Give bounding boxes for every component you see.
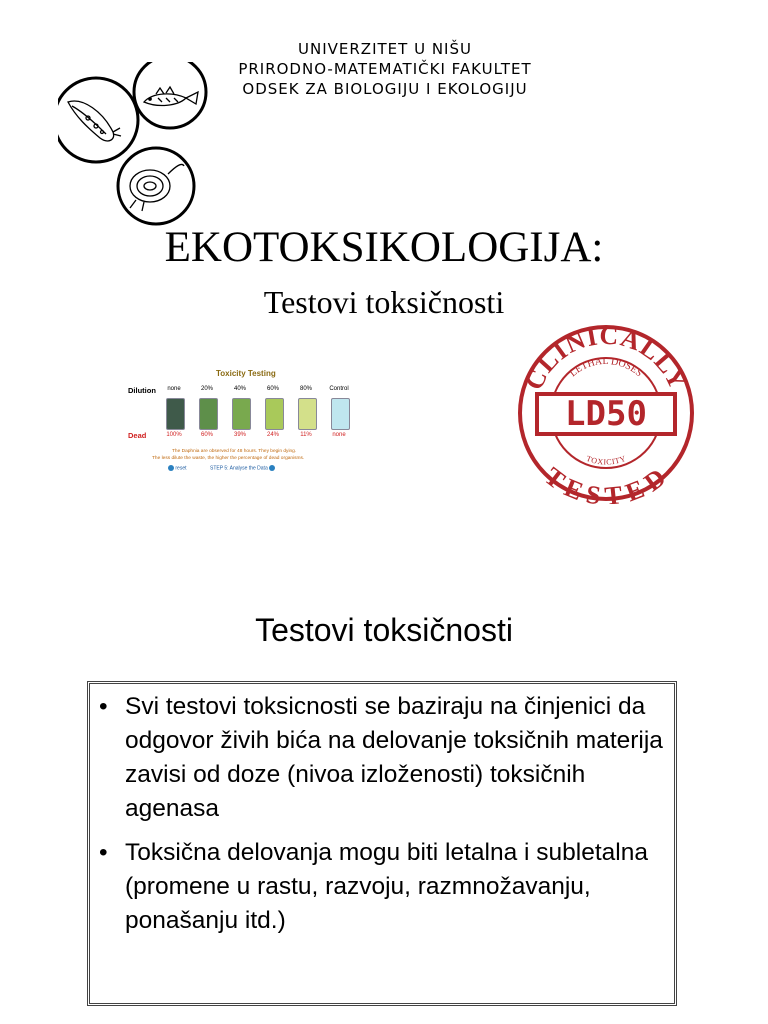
protozoa-drawing [68,101,121,141]
dead-label: Dead [128,431,147,440]
slide2-title: Testovi toksičnosti [255,612,513,648]
reset-icon [168,465,174,471]
beaker [199,398,218,430]
main-title: EKOTOKSIKOLOGIJA: [164,224,604,271]
beaker [331,398,350,430]
rotifer-drawing [130,164,184,211]
beaker [298,398,317,430]
bullet-item-2: • Toksična delovanja mogu biti letalna i subletalna (promene u rastu, razvoju, razmnožavanju, ponašanju itd.) [94,836,674,938]
dead-value: 60% [200,432,213,438]
dilution-value: Control [329,386,349,392]
step-label: STEP 5: Analyse the Data [210,465,268,472]
figure-caption-2: The less dilute the waste, the higher the percentage of dead organisms. [152,456,305,461]
bullet-box [87,681,677,1006]
next-arrow-icon [269,465,275,471]
step-button[interactable] [210,465,275,471]
dead-value: none [332,432,346,438]
figure-caption-1: The Daphnia are observed for 48 hours. They begin dying. [172,449,297,454]
toxicity-testing-figure [120,365,365,485]
beaker [232,398,251,430]
dilution-value: 80% [299,386,312,392]
bullet-item-1: • Svi testovi toksicnosti se baziraju na činjenici da odgovor živih bića na delovanje toksičnih materija zavisi od doze (nivoa izloženosti) toksičnih agenasa [94,690,674,826]
stamp-top-text: CLINICALLY [518,322,694,395]
dilution-label: Dilution [128,386,156,395]
dead-value: 100% [166,432,182,438]
bullet-list [90,690,674,938]
stamp-inner-top-text: LETHAL DOSES [567,355,645,380]
reset-button[interactable] [168,465,187,471]
dead-value: 39% [233,432,246,438]
ld50-stamp [515,322,697,504]
subtitle: Testovi toksičnosti [263,284,505,320]
dilution-value: none [167,386,181,392]
beaker [265,398,284,430]
dead-value: 11% [300,432,312,438]
figure-heading: Toxicity Testing [216,369,276,378]
beaker [166,398,185,430]
dilution-value: 60% [266,386,279,392]
logo-circle-left [58,78,138,162]
dilution-value: 40% [233,386,246,392]
university-name: UNIVERZITET U NIŠU [298,40,472,58]
stamp-inner-bottom-text: TOXICITY [584,453,627,467]
dead-value: 24% [266,432,279,438]
faculty-name: PRIRODNO-MATEMATIČKI FAKULTET [238,60,532,78]
reset-label: reset [175,465,187,472]
department-name: ODSEK ZA BIOLOGIJU I EKOLOGIJU [242,80,528,98]
stamp-ld50-text: LD50 [565,394,647,434]
stamp-bottom-text: TESTED [539,461,673,504]
dilution-value: 20% [200,386,213,392]
